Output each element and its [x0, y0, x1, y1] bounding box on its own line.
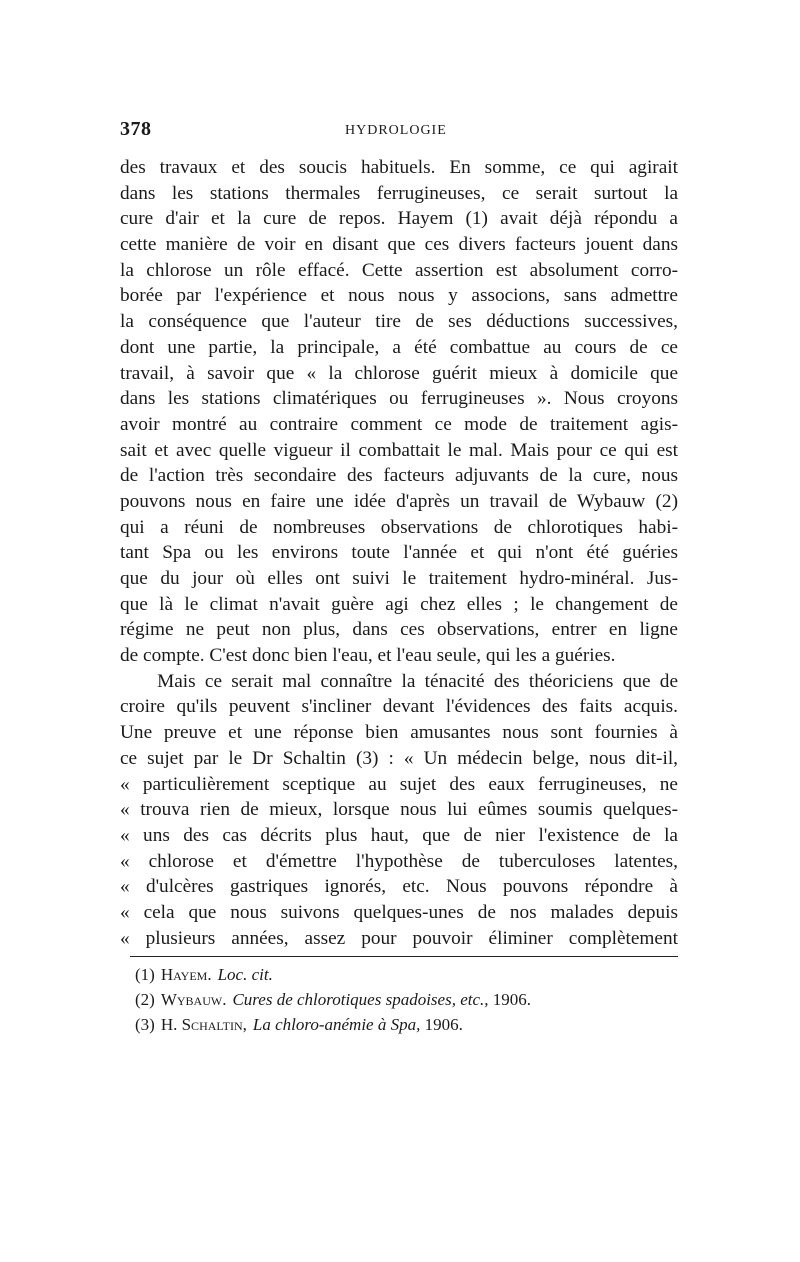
footnote-title: Loc. cit.: [217, 965, 273, 984]
footnote-1: [135, 962, 680, 987]
text-line: qui a réuni de nombreuses observations de chlorotiques habi-: [120, 516, 678, 538]
text-line: de l'action très secondaire des facteurs adjuvants de la cure, nous: [120, 465, 678, 487]
text-line: Une preuve et une réponse bien amusantes nous sont fournies à: [120, 722, 678, 744]
footnote-divider: [130, 956, 678, 957]
text-line: dans les stations climatériques ou ferrugineuses ». Nous croyons: [120, 388, 678, 410]
text-line: croire qu'ils peuvent s'incliner devant l'évidences des faits acquis.: [120, 696, 678, 718]
footnote-number: (2): [135, 990, 155, 1009]
text-line: de compte. C'est donc bien l'eau, et l'eau seule, qui les a guéries.: [120, 645, 616, 667]
text-line: travail, à savoir que « la chlorose guérit mieux à domicile que: [120, 362, 678, 384]
text-line: sait et avec quelle vigueur il combattait le mal. Mais pour ce qui est: [120, 439, 678, 461]
text-line: « cela que nous suivons quelques-unes de nos malades depuis: [120, 901, 678, 923]
text-line: des travaux et des soucis habituels. En somme, ce qui agirait: [120, 157, 678, 178]
footnote-2: [135, 987, 680, 1012]
text-line: pouvons nous en faire une idée d'après un travail de Wybauw (2): [120, 490, 678, 512]
text-line: avoir montré au contraire comment ce mode de traitement agis-: [120, 413, 678, 435]
footnote-title: Cures de chlorotiques spadoises, etc.,: [232, 990, 489, 1009]
footnote-title: La chloro-anémie à Spa,: [252, 1015, 421, 1034]
footnote-rest: 1906.: [488, 990, 532, 1009]
text-line: « d'ulcères gastriques ignorés, etc. Nous pouvons répondre à: [120, 876, 678, 898]
text-line: la conséquence que l'auteur tire de ses déductions successives,: [120, 311, 678, 333]
text-line: dont une partie, la principale, a été combattue au cours de ce: [120, 336, 678, 358]
text-line: Mais ce serait mal connaître la ténacité des théoriciens que de: [120, 670, 678, 692]
footnotes: [135, 962, 680, 1037]
text-line: régime ne peut non plus, dans ces observations, entrer en ligne: [120, 619, 678, 641]
text-line: ce sujet par le Dr Schaltin (3) : « Un médecin belge, nous dit-il,: [120, 747, 678, 769]
text-line: la chlorose un rôle effacé. Cette assertion est absolument corro-: [120, 259, 678, 281]
footnote-author: H. Schaltin,: [160, 1015, 247, 1034]
text-line: cette manière de voir en disant que ces divers facteurs jouent dans: [120, 234, 678, 256]
footnote-number: (3): [135, 1015, 155, 1034]
text-line: « plusieurs années, assez pour pouvoir éliminer complètement: [120, 927, 678, 949]
page-number: 378: [120, 118, 152, 140]
text-line: cure d'air et la cure de repos. Hayem (1) avait déjà répondu a: [120, 208, 678, 230]
footnote-author: Wybauw.: [160, 990, 227, 1009]
running-title: HYDROLOGIE: [345, 123, 447, 138]
text-line: « chlorose et d'émettre l'hypothèse de tuberculoses latentes,: [120, 850, 678, 872]
text-line: borée par l'expérience et nous nous y associons, sans admettre: [120, 285, 678, 307]
page-header: [120, 118, 680, 146]
footnote-number: (1): [135, 965, 155, 984]
footnote-3: [135, 1012, 680, 1037]
body-text: [120, 155, 678, 951]
text-line: dans les stations thermales ferrugineuses, ce serait surtout la: [120, 182, 678, 204]
text-line: que là le climat n'avait guère agi chez elles ; le changement de: [120, 593, 678, 615]
text-line: « trouva rien de mieux, lorsque nous lui eûmes soumis quelques-: [120, 799, 678, 821]
footnote-author: Hayem.: [160, 965, 212, 984]
text-line: que du jour où elles ont suivi le traitement hydro-minéral. Jus-: [120, 568, 678, 589]
text-line: « particulièrement sceptique au sujet des eaux ferrugineuses, ne: [120, 773, 678, 795]
footnote-rest: 1906.: [420, 1015, 463, 1034]
text-line: « uns des cas décrits plus haut, que de nier l'existence de la: [120, 824, 678, 846]
text-line: tant Spa ou les environs toute l'année et qui n'ont été guéries: [120, 542, 678, 564]
